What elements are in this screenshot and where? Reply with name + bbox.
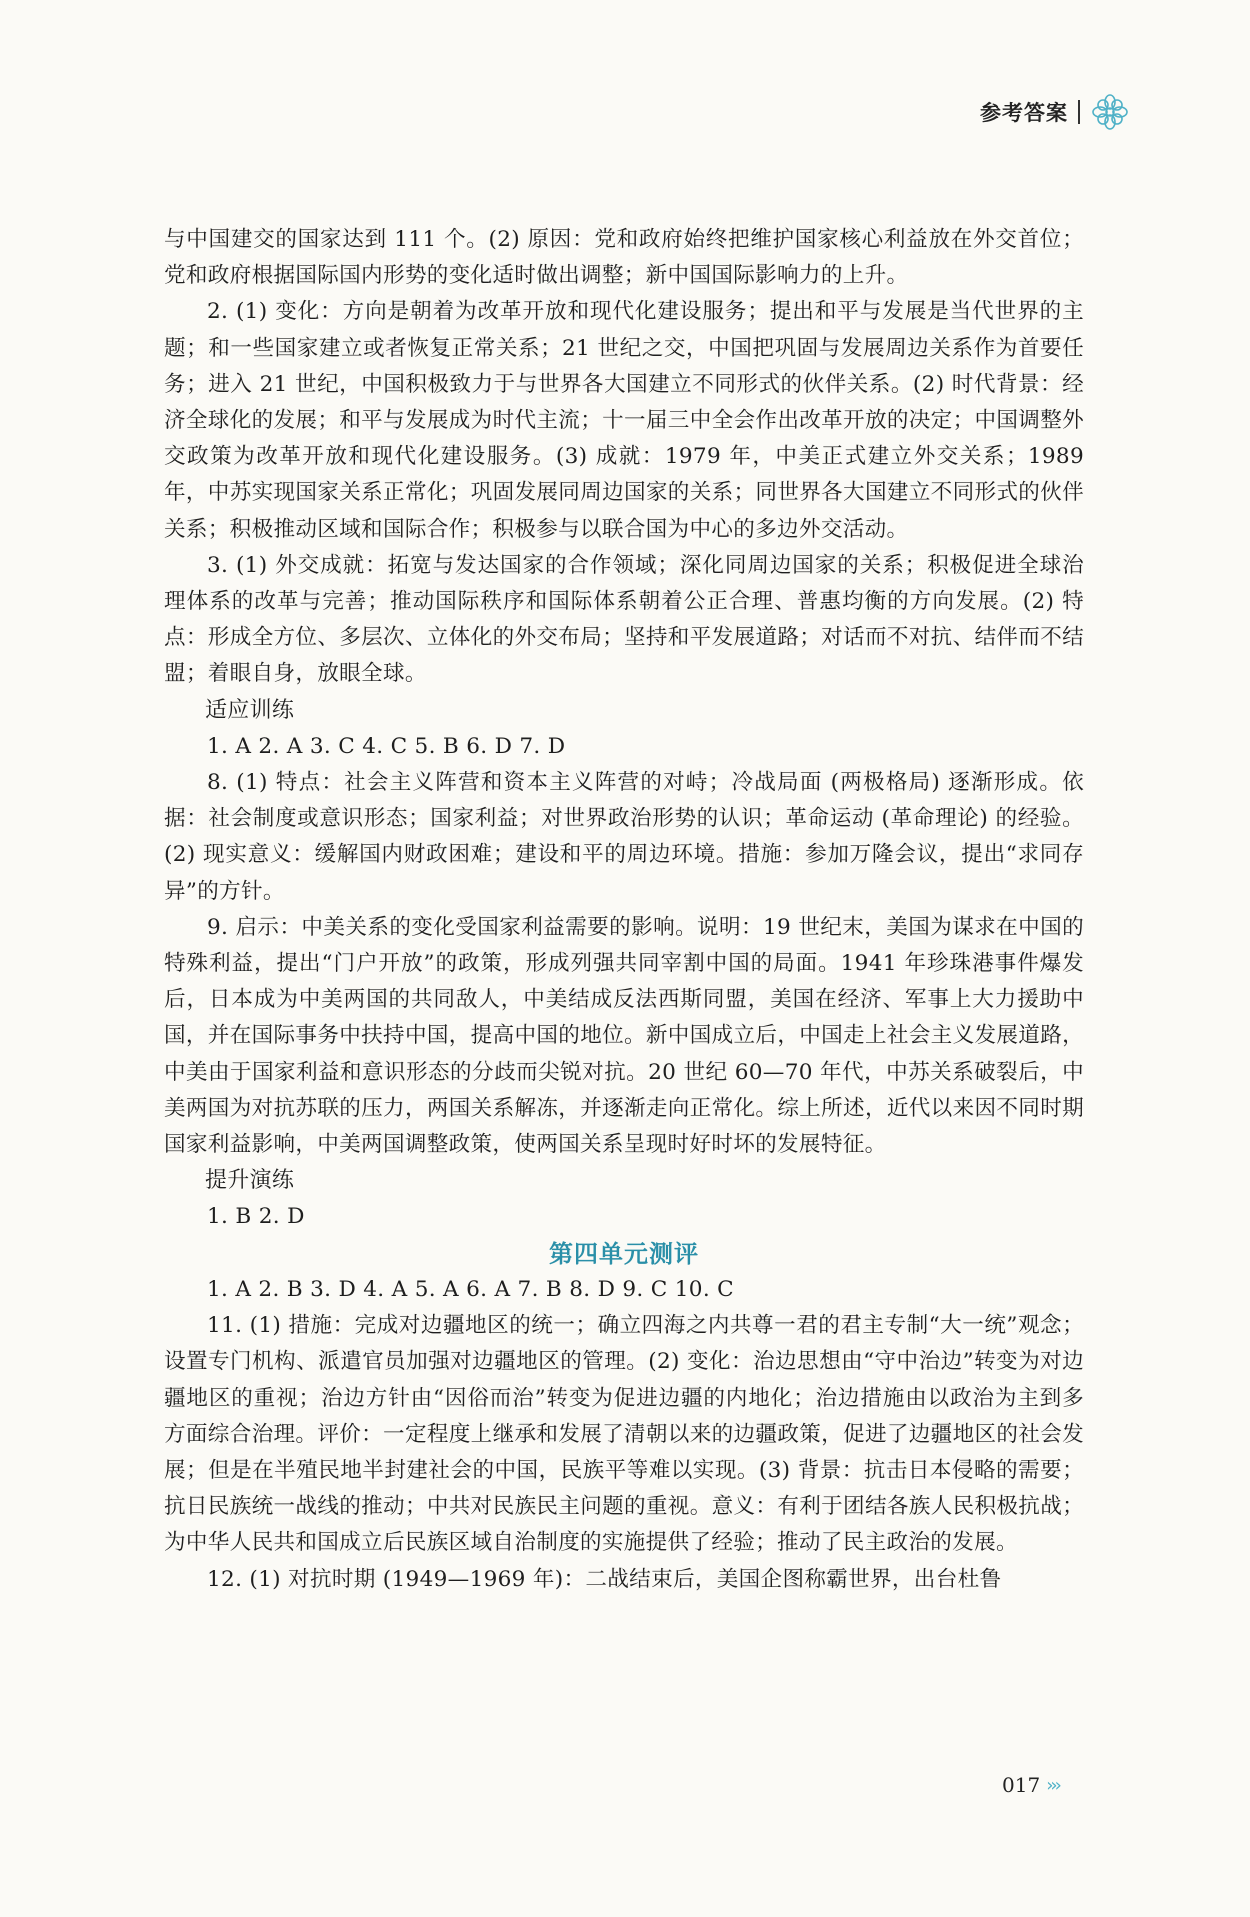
header-title: 参考答案: [980, 101, 1068, 125]
choice-answers: 1. B 2. D: [207, 1204, 305, 1230]
answer-paragraph: 11. (1) 措施：完成对边疆地区的统一；确立四海之内共尊一君的君主专制“大一统”观念；设置专门机构、派遣官员加强对边疆地区的管理。(2) 变化：治边思想由“守中治边”转变为对边疆地区的重视；治边方针由“因俗而治”转变为促进边疆的内地化；治边措施由以政治为主到多方面综合治理。评价：一定程度上继承和发展了清朝以来的边疆政策，促进了边疆地区的社会发展；但是在半殖民地半封建社会的中国，民族平等难以实现。(3) 背景：抗击日本侵略的需要；抗日民族统一战线的推动；中共对民族民主问题的重视。意义：有利于团结各族人民积极抗战；为中华人民共和国成立后民族区域自治制度的实施提供了经验；推动了民主政治的发展。: [164, 1313, 1084, 1556]
choice-answers: 1. A 2. B 3. D 4. A 5. A 6. A 7. B 8. D 9. C 10. C: [207, 1276, 734, 1302]
section-label-advanced-practice: 提升演练: [205, 1168, 295, 1194]
section-label-adaptive-training: 适应训练: [205, 697, 295, 723]
header-divider: [1078, 100, 1080, 124]
chevron-right-icon: ›››: [1046, 1774, 1059, 1796]
answer-paragraph: 9. 启示：中美关系的变化受国家利益需要的影响。说明：19 世纪末，美国为谋求在中国的特殊利益，提出“门户开放”的政策，形成列强共同宰割中国的局面。1941 年珍珠港事件爆发后，日本成为中美两国的共同敌人，中美结成反法西斯同盟，美国在经济、军事上大力援助中国，并在国际事务中扶持中国，提高中国的地位。新中国成立后，中国走上社会主义发展道路，中美由于国家利益和意识形态的分歧而尖锐对抗。20 世纪 60—70 年代，中苏关系破裂后，中美两国为对抗苏联的压力，两国关系解冻，并逐渐走向正常化。综上所述，近代以来因不同时期国家利益影响，中美两国调整政策，使两国关系呈现时好时坏的发展特征。: [164, 914, 1084, 1158]
answer-paragraph: 与中国建交的国家达到 111 个。(2) 原因：党和政府始终把维护国家核心利益放在外交首位；党和政府根据国际国内形势的变化适时做出调整；新中国国际影响力的上升。: [164, 227, 1084, 289]
answer-paragraph: 2. (1) 变化：方向是朝着为改革开放和现代化建设服务；提出和平与发展是当代世界的主题；和一些国家建立或者恢复正常关系；21 世纪之交，中国把巩固与发展周边关系作为首要任务；进入 21 世纪，中国积极致力于与世界各大国建立不同形式的伙伴关系。(2) 时代背景：经济全球化的发展；和平与发展成为时代主流；十一届三中全会作出改革开放的决定；中国调整外交政策为改革开放和现代化建设服务。(3) 成就：1979 年，中美正式建立外交关系；1989 年，中苏实现国家关系正常化；巩固发展同周边国家的关系；同世界各大国建立不同形式的伙伴关系；积极推动区域和国际合作；积极参与以联合国为中心的多边外交活动。: [164, 299, 1084, 542]
page-footer: [1002, 1773, 1059, 1797]
answer-paragraph: 3. (1) 外交成就：拓宽与发达国家的合作领域；深化同周边国家的关系；积极促进全球治理体系的改革与完善；推动国际秩序和国际体系朝着公正合理、普惠均衡的方向发展。(2) 特点：形成全方位、多层次、立体化的外交布局；坚持和平发展道路；对话而不对抗、结伴而不结盟；着眼自身，放眼全球。: [164, 552, 1084, 687]
choice-answers: 1. A 2. A 3. C 4. C 5. B 6. D 7. D: [207, 733, 566, 759]
answer-paragraph: 12. (1) 对抗时期 (1949—1969 年)：二战结束后，美国企图称霸世界，出台杜鲁: [207, 1566, 1002, 1592]
unit-title: 第四单元测评: [549, 1239, 699, 1268]
page-number: 017: [1002, 1773, 1041, 1797]
answer-content: [164, 222, 1084, 1598]
page-header: [980, 92, 1130, 132]
flower-ornament-icon: [1090, 92, 1130, 132]
answer-paragraph: 8. (1) 特点：社会主义阵营和资本主义阵营的对峙；冷战局面 (两极格局) 逐渐形成。依据：社会制度或意识形态；国家利益；对世界政治形势的认识；革命运动 (革命理论) 的经验。(2) 现实意义：缓解国内财政困难；建设和平的周边环境。措施：参加万隆会议，提出“求同存异”的方针。: [164, 770, 1084, 904]
